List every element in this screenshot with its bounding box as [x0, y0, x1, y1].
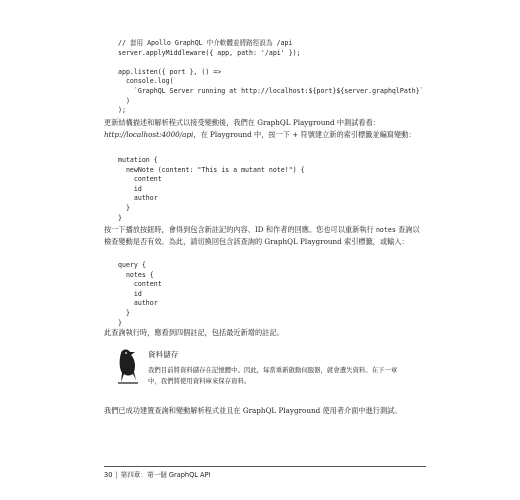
inline-code-notes: notes — [375, 226, 396, 234]
paragraph-test-mutation — [104, 117, 426, 141]
code-block-query: query { notes { content id author } } — [118, 261, 162, 327]
localhost-url: http://localhost:4000/api — [104, 130, 194, 139]
paragraph-text: 查詢以檢查變動是否有效。為此，請切換回包含該查詢的 GraphQL Playground 索引標籤，或輸入： — [104, 225, 420, 246]
code-block-middleware: // 套用 Apollo GraphQL 中介軟體並將路徑設為 /api server.applyMiddleware({ app, path: '/api' }); app.listen({ port }, () => console.log( `GraphQL Server running at http://localhost:${port}${server.graphqlPath}` ) ); — [118, 39, 424, 115]
paragraph-query-result: 此查詢執行時，應看到四個註記，包括最近新增的註記。 — [104, 328, 284, 337]
paragraph-text: 更新結構描述和解析程式以接受變動後，我們在 GraphQL Playground 中測試看看： — [104, 118, 380, 127]
paragraph-summary: 我們已成功建置查詢和變動解析程式並且在 GraphQL Playground 使用者介面中進行測試。 — [104, 406, 402, 415]
tip-title: 資料儲存 — [148, 350, 179, 359]
paragraph-text: 按一下播放按鈕時，會得到包含新註記的內容、ID 和作者的回應。您也可以重新執行 — [104, 225, 376, 234]
chapter-title: 第四章：第一個 GraphQL API — [120, 471, 211, 479]
crow-icon — [116, 347, 140, 385]
footer-divider — [104, 466, 426, 467]
tip-body: 我們目前將資料儲存在記憶體中。因此，每當重新啟動伺服器，就會遺失資料。在下一章中，我們將使用資料庫來保存資料。 — [148, 366, 398, 385]
code-block-mutation: mutation { newNote (content: "This is a mutant note!") { content id author } } — [118, 156, 305, 222]
paragraph-text: ，在 Playground 中，按一下 + 符號建立新的索引標籤並編寫變動： — [193, 130, 416, 139]
footer-separator: | — [115, 471, 118, 479]
paragraph-rerun-query — [104, 224, 426, 248]
page-footer — [104, 469, 211, 479]
page-number: 30 — [104, 471, 113, 479]
